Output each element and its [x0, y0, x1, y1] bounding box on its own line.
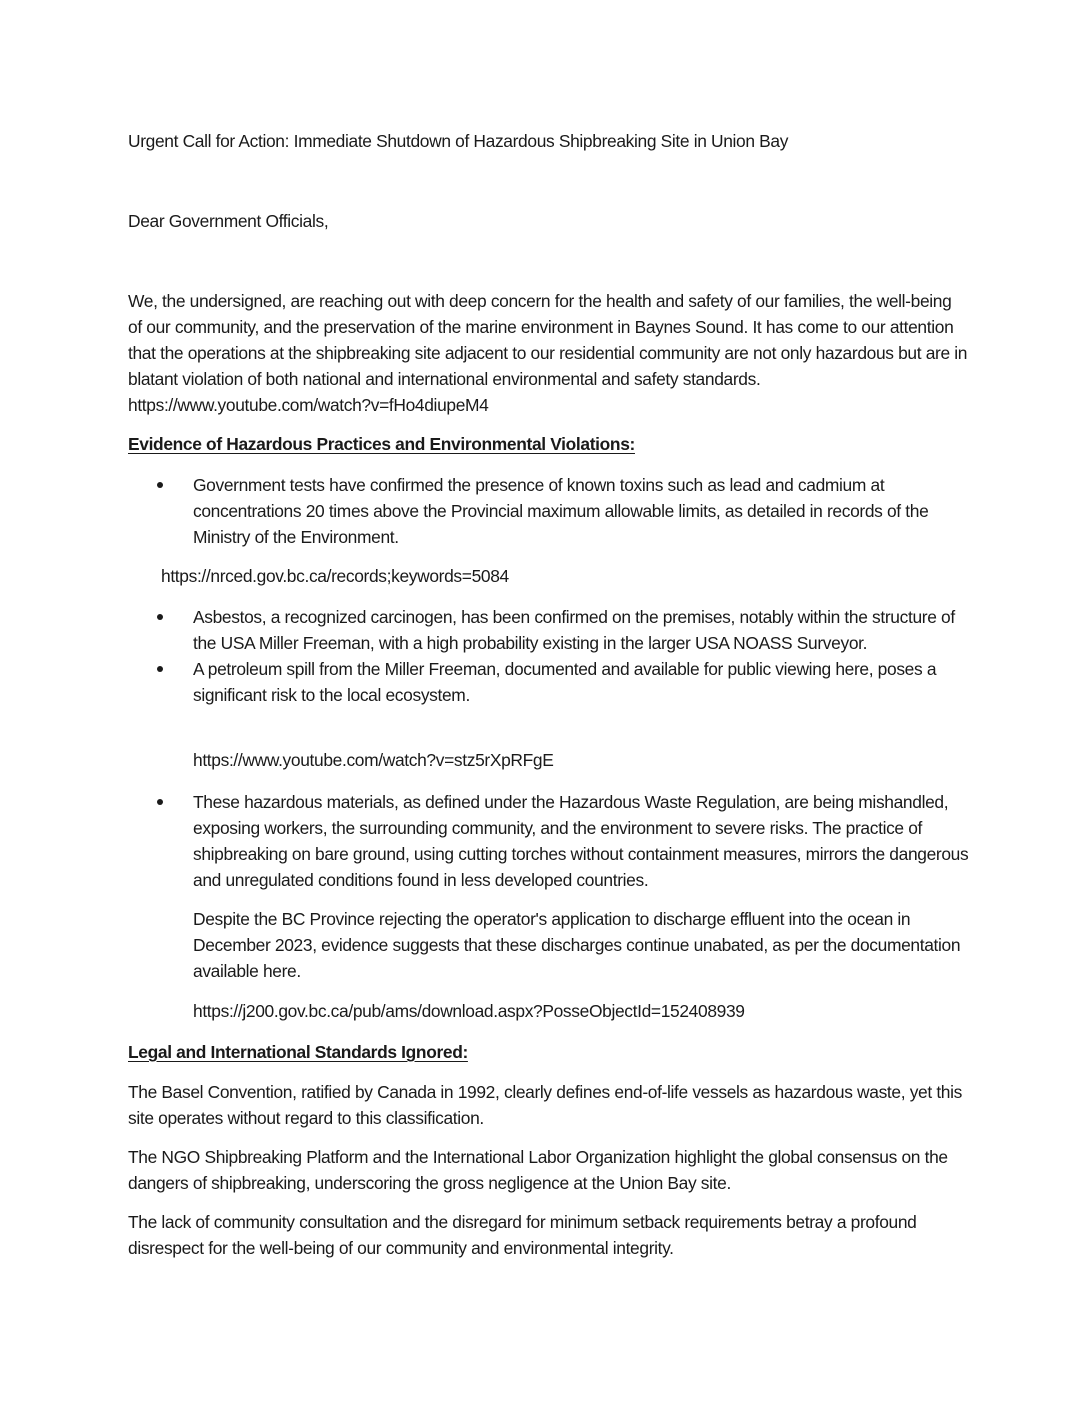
ngo-paragraph: The NGO Shipbreaking Platform and the International Labor Organization highlight the global consensus on the dangers of shipbreaking, underscoring the gross negligence at the Union Bay site.	[128, 1147, 948, 1193]
bullet-icon	[157, 799, 163, 805]
list-item	[128, 604, 973, 656]
link-youtube-spill: https://www.youtube.com/watch?v=stz5rXpRFgE	[193, 750, 554, 770]
link-j200: https://j200.gov.bc.ca/pub/ams/download.aspx?PosseObjectId=152408939	[193, 1001, 745, 1021]
link-nrced: https://nrced.gov.bc.ca/records;keywords=5084	[161, 566, 509, 586]
letter-title: Urgent Call for Action: Immediate Shutdown of Hazardous Shipbreaking Site in Union Bay	[128, 131, 789, 151]
consultation-paragraph: The lack of community consultation and the disregard for minimum setback requirements betray a profound disrespect for the well-being of our community and environmental integrity.	[128, 1212, 917, 1258]
intro-paragraph: We, the undersigned, are reaching out with deep concern for the health and safety of our families, the well-being of our community, and the preservation of the marine environment in Baynes Sound. It has come to our attention that the operations at the shipbreaking site adjacent to our residential community are not only hazardous but are in blatant violation of both national and international environmental and safety standards. https://www.youtube.com/watch?v=fHo4diupeM4	[128, 291, 968, 415]
evidence-heading: Evidence of Hazardous Practices and Environmental Violations:	[128, 434, 635, 454]
evidence-list-2	[128, 604, 973, 708]
bullet-text: These hazardous materials, as defined under the Hazardous Waste Regulation, are being mishandled, exposing workers, the surrounding community, and the environment to severe risks. The practice of shipbreaking on bare ground, using cutting torches without containment measures, mirrors the dangerous and unregulated conditions found in less developed countries.	[193, 792, 969, 890]
bullet-text: A petroleum spill from the Miller Freeman, documented and available for public viewing here, poses a significant risk to the local ecosystem.	[193, 659, 937, 705]
bullet-text: Government tests have confirmed the presence of known toxins such as lead and cadmium at concentrations 20 times above the Provincial maximum allowable limits, as detailed in records of the Ministry of the Environment.	[193, 475, 929, 547]
list-item	[128, 789, 973, 893]
bullet-text: Asbestos, a recognized carcinogen, has been confirmed on the premises, notably within the structure of the USA Miller Freeman, with a high probability existing in the larger USA NOASS Surveyor.	[193, 607, 955, 653]
evidence-list-3	[128, 789, 973, 893]
legal-heading: Legal and International Standards Ignored:	[128, 1042, 468, 1062]
list-item	[128, 656, 973, 708]
evidence-list-1	[128, 472, 973, 550]
salutation: Dear Government Officials,	[128, 211, 329, 231]
basel-paragraph: The Basel Convention, ratified by Canada in 1992, clearly defines end-of-life vessels as hazardous waste, yet this site operates without regard to this classification.	[128, 1082, 962, 1128]
bullet-icon	[157, 614, 163, 620]
bullet-icon	[157, 482, 163, 488]
list-item	[128, 472, 973, 550]
bullet-icon	[157, 666, 163, 672]
discharge-paragraph: Despite the BC Province rejecting the operator's application to discharge effluent into the ocean in December 2023, evidence suggests that these discharges continue unabated, as per the documentation available here.	[193, 909, 961, 981]
